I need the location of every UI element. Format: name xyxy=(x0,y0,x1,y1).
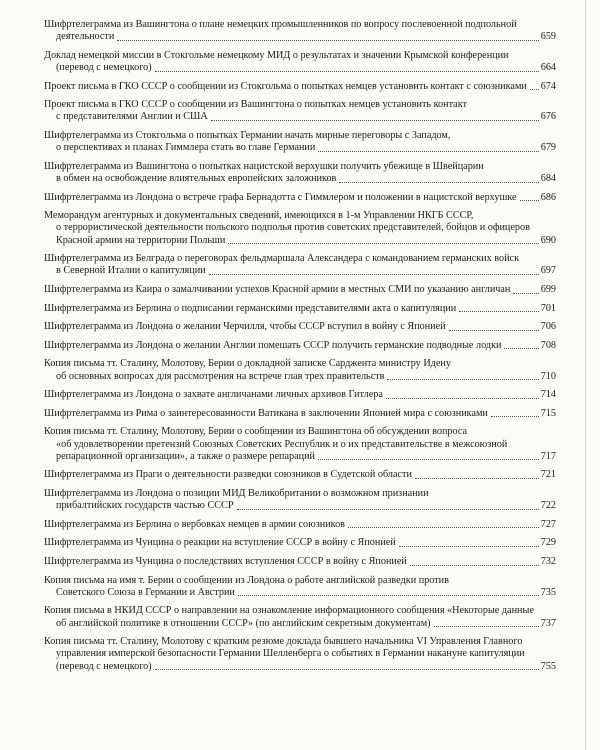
dot-leader xyxy=(339,182,538,183)
toc-page-number: 697 xyxy=(540,265,556,277)
toc-entry-text: Копия письма в НКИД СССР о направлении на ознакомление информационного сообщения «Некоторые данные xyxy=(44,605,534,617)
toc-entry-line xyxy=(44,587,556,599)
toc-entry-text: Доклад немецкой миссии в Стокгольме немецкому МИД о результатах и значении Крымской конференции xyxy=(44,49,509,61)
toc-entry-text: Копия письма тт. Сталину, Молотову, Берии о сообщении из Вашингтона об обсуждении вопроса xyxy=(44,426,468,438)
toc-entry xyxy=(44,321,556,333)
toc-entry xyxy=(44,389,556,401)
toc-entry xyxy=(44,303,556,315)
toc-entry-line xyxy=(44,661,556,673)
toc-page-number: 706 xyxy=(540,321,556,333)
toc-entry-line xyxy=(44,556,556,568)
toc-entry-line xyxy=(44,648,556,660)
toc-page-number: 735 xyxy=(540,586,556,598)
toc-entry-text: Меморандум агентурных и документальных сведений, имеющихся в 1-м Управлении НКГБ СССР, xyxy=(44,210,474,222)
dot-leader xyxy=(228,243,538,244)
toc-page-number: 679 xyxy=(540,142,556,154)
toc-entry-line xyxy=(44,426,556,438)
toc-entry-text: Шифртелеграмма из Берлина о подписании германскими представителями акта о капитуляции xyxy=(44,302,457,314)
toc-page-number: 729 xyxy=(540,537,556,549)
toc-entry-text: репарационной организации», а также о размере репараций xyxy=(56,450,315,462)
toc-entry xyxy=(44,130,556,154)
toc-entry xyxy=(44,537,556,549)
toc-entry-text: Шифртелеграмма из Стокгольма о попытках Германии начать мирные переговоры с Западом, xyxy=(44,129,451,141)
toc-entry-text: Шифртелеграмма из Лондона о позиции МИД Великобритании о возможном признании xyxy=(44,487,429,499)
toc-entry-line xyxy=(44,161,556,173)
toc-entry-line xyxy=(44,500,556,512)
toc-entry-line xyxy=(44,192,556,204)
toc-entry-line xyxy=(44,537,556,549)
toc-page-number: 684 xyxy=(540,172,556,184)
toc-entry-text: прибалтийских государств частью СССР xyxy=(56,500,234,512)
toc-entry-text: об основных вопросах для рассмотрения на встрече глав трех правительств xyxy=(56,370,385,382)
dot-leader xyxy=(520,200,539,201)
toc-entry xyxy=(44,408,556,420)
toc-page-number: 737 xyxy=(540,617,556,629)
dot-leader xyxy=(386,398,539,399)
toc-entry xyxy=(44,253,556,277)
toc-entry-text: Шифртелеграмма из Вашингтона о плане немецких промышленников по вопросу послевоенной подпольной xyxy=(44,19,517,30)
toc-entry-line xyxy=(44,173,556,185)
toc-entry-text: Красной армии на территории Польши xyxy=(56,234,226,246)
toc-entry-line xyxy=(44,358,556,370)
toc-page-number: 674 xyxy=(540,80,556,92)
toc-entry-text: Проект письма в ГКО СССР о сообщении из Стокгольма о попытках немцев установить контакт с союзниками xyxy=(44,80,527,92)
toc-entry-line xyxy=(44,210,556,222)
dot-leader xyxy=(155,71,539,72)
toc-entry-text: Шифртелеграмма из Чунцина о реакции на вступление СССР в войну с Японией xyxy=(44,537,396,549)
toc-page-number: 699 xyxy=(540,283,556,295)
dot-leader xyxy=(155,669,539,670)
toc-entry-line xyxy=(44,605,556,617)
dot-leader xyxy=(348,527,539,528)
toc-entry-text: Шифртелеграмма из Берлина о вербовках немцев в армии союзников xyxy=(44,518,345,530)
toc-entry-line xyxy=(44,62,556,74)
toc-entry xyxy=(44,605,556,629)
toc-entry-line xyxy=(44,389,556,401)
dot-leader xyxy=(318,151,538,152)
toc-entry-text: в обмен на освобождение влиятельных европейских заложников xyxy=(56,172,337,184)
toc-entry-line xyxy=(44,99,556,111)
toc-entry-text: об английской политике в отношении СССР» (по английским секретным документам) xyxy=(56,617,431,629)
toc-entry-line xyxy=(44,19,556,31)
toc-entry-line xyxy=(44,618,556,630)
toc-entry-line xyxy=(44,519,556,531)
toc-entry-line xyxy=(44,50,556,62)
toc-entry-text: Шифртелеграмма из Праги о деятельности разведки союзников в Судетской области xyxy=(44,469,412,481)
dot-leader xyxy=(238,595,539,596)
toc-entry-line xyxy=(44,371,556,383)
toc-entry-text: с представителями Англии и США xyxy=(56,111,208,123)
toc-entry-line xyxy=(44,488,556,500)
toc-page-number: 732 xyxy=(540,555,556,567)
dot-leader xyxy=(504,348,538,349)
dot-leader xyxy=(117,40,538,41)
dot-leader xyxy=(449,330,539,331)
toc-entry xyxy=(44,340,556,352)
toc-entry-text: о террористической деятельности польского подполья против советских представителей, бойцов и офицеров xyxy=(56,222,530,234)
toc-entry-text: Проект письма в ГКО СССР о сообщении из Вашингтона о попытках немцев установить контакт xyxy=(44,99,467,111)
toc-entry-text: в Северной Италии о капитуляции xyxy=(56,265,206,277)
toc-page-number: 714 xyxy=(540,389,556,401)
toc-entry-line xyxy=(44,31,556,43)
toc-entry-text: Шифртелеграмма из Вашингтона о попытках нацистской верхушки получить убежище в Швейцарии xyxy=(44,160,484,172)
toc-entry xyxy=(44,556,556,568)
dot-leader xyxy=(434,626,539,627)
dot-leader xyxy=(491,416,539,417)
toc-entry xyxy=(44,161,556,185)
toc-entry-text: «об удовлетворении претензий Союзных Советских Республик и о их представительстве в межсоюзной xyxy=(56,438,508,450)
toc-entry-text: Шифртелеграмма из Лондона о захвате англичанами личных архивов Гитлера xyxy=(44,389,383,401)
toc-entry xyxy=(44,19,556,43)
toc-page-number: 721 xyxy=(540,469,556,481)
toc-page-number: 717 xyxy=(540,450,556,462)
toc-page-number: 727 xyxy=(540,518,556,530)
toc-entry xyxy=(44,99,556,123)
toc-entry-line xyxy=(44,469,556,481)
toc-entry-line xyxy=(44,340,556,352)
toc-entry-text: о перспективах и планах Гиммлера стать во главе Германии xyxy=(56,142,316,154)
toc-entry-text: Шифртелеграмма из Рима о заинтересованности Ватикана в заключении Японией мира с союзниками xyxy=(44,407,488,419)
toc-entry-line xyxy=(44,439,556,451)
toc-entry-line xyxy=(44,575,556,587)
toc-entry-line xyxy=(44,451,556,463)
toc-entry-line xyxy=(44,303,556,315)
toc-entry xyxy=(44,469,556,481)
toc-entry-text: Копия письма тт. Сталину, Молотову, Берии о докладной записке Сарджента министру Идену xyxy=(44,358,451,370)
dot-leader xyxy=(410,565,539,566)
toc-page-number: 715 xyxy=(540,407,556,419)
toc-entry-line xyxy=(44,265,556,277)
toc-entry xyxy=(44,519,556,531)
toc-page-number: 710 xyxy=(540,370,556,382)
toc-entry-line xyxy=(44,142,556,154)
table-of-contents xyxy=(44,19,556,673)
toc-entry-text: Советского Союза в Германии и Австрии xyxy=(56,586,235,598)
toc-entry xyxy=(44,210,556,247)
toc-entry-text: Шифртелеграмма из Лондона о желании Англии помешать СССР получить германские подводные лодки xyxy=(44,339,502,351)
toc-entry-line xyxy=(44,111,556,123)
toc-entry xyxy=(44,81,556,93)
toc-entry-text: Шифртелеграмма из Каира о замалчивании успехов Красной армии в местных СМИ по указанию англичан xyxy=(44,283,511,295)
toc-page-number: 664 xyxy=(540,62,556,73)
toc-entry-line xyxy=(44,321,556,333)
toc-entry-text: Шифртелеграмма из Белграда о переговорах фельдмаршала Александера с командованием германских войск xyxy=(44,253,520,265)
dot-leader xyxy=(459,311,538,312)
dot-leader xyxy=(237,509,539,510)
dot-leader xyxy=(387,379,538,380)
toc-entry xyxy=(44,636,556,673)
toc-entry-line xyxy=(44,81,556,93)
toc-entry-line xyxy=(44,235,556,247)
toc-entry-text: Копия письма тт. Сталину, Молотову с кратким резюме доклада бывшего начальника VI Управления Главного xyxy=(44,636,523,648)
toc-entry-line xyxy=(44,636,556,648)
toc-entry-text: управления имперской безопасности Германии Шелленберга о событиях в Германии накануне капитуляции xyxy=(56,648,525,660)
dot-leader xyxy=(209,274,539,275)
toc-entry-line xyxy=(44,408,556,420)
toc-entry-line xyxy=(44,284,556,296)
toc-page-number: 690 xyxy=(540,234,556,246)
toc-entry xyxy=(44,575,556,599)
page-edge-shadow xyxy=(585,0,586,750)
toc-page-number: 676 xyxy=(540,111,556,123)
toc-page-number: 659 xyxy=(540,31,556,43)
dot-leader xyxy=(211,120,539,121)
toc-entry-text: деятельности xyxy=(56,31,115,43)
toc-page-number: 722 xyxy=(540,500,556,512)
toc-entry-text: (перевод с немецкого) xyxy=(56,660,152,672)
dot-leader xyxy=(513,293,538,294)
dot-leader xyxy=(399,546,539,547)
toc-entry xyxy=(44,426,556,463)
dot-leader xyxy=(415,478,539,479)
toc-entry-text: Шифртелеграмма из Лондона о встрече графа Бернадотта с Гиммлером и положении в нацистской верхушке xyxy=(44,191,517,203)
toc-entry-line xyxy=(44,130,556,142)
toc-page-number: 708 xyxy=(540,339,556,351)
toc-entry xyxy=(44,358,556,382)
toc-entry-line xyxy=(44,253,556,265)
toc-entry-text: (перевод с немецкого) xyxy=(56,62,152,73)
toc-entry xyxy=(44,192,556,204)
toc-entry xyxy=(44,284,556,296)
toc-entry xyxy=(44,488,556,512)
toc-page-number: 701 xyxy=(540,302,556,314)
toc-page-number: 686 xyxy=(540,191,556,203)
dot-leader xyxy=(530,89,539,90)
dot-leader xyxy=(318,459,539,460)
toc-entry-text: Шифртелеграмма из Чунцина о последствиях вступления СССР в войну с Японией xyxy=(44,555,407,567)
toc-entry-text: Копия письма на имя т. Берии о сообщении из Лондона о работе английской разведки против xyxy=(44,574,449,586)
toc-page-number: 755 xyxy=(540,660,556,672)
toc-entry xyxy=(44,50,556,74)
toc-entry-line xyxy=(44,222,556,234)
toc-entry-text: Шифртелеграмма из Лондона о желании Черчилля, чтобы СССР вступил в войну с Японией xyxy=(44,321,446,333)
